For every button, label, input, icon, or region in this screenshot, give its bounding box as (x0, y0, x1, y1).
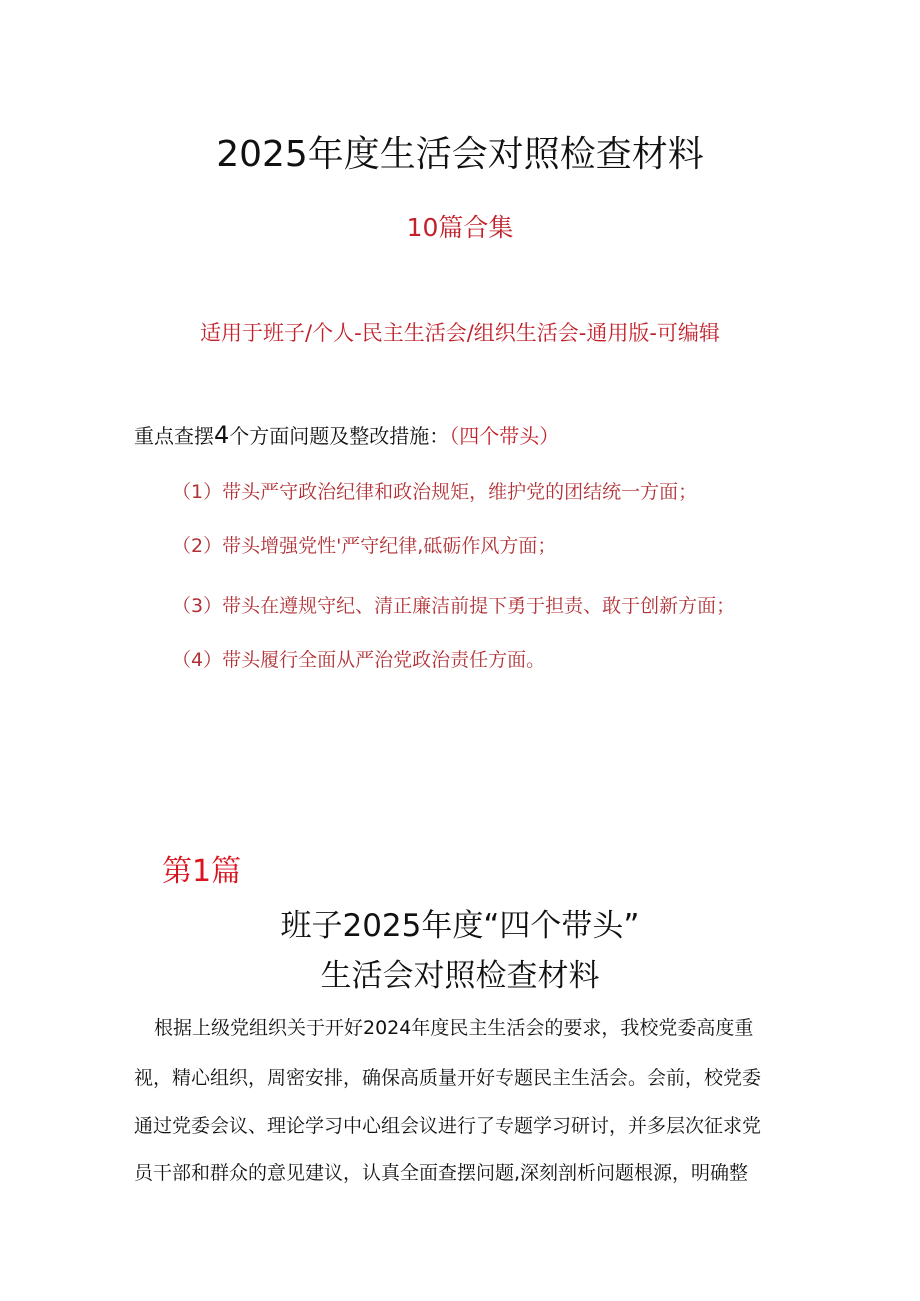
focus-heading-mid: 个方面问题及整改措施： (229, 424, 450, 448)
sub-title: 10篇合集 (406, 213, 514, 242)
focus-heading-highlight: （四个带头） (449, 424, 560, 448)
focus-item: （4）带头履行全面从严治党政治责任方面。 (172, 649, 546, 671)
focus-item: （1）带头严守政治纪律和政治规矩，维护党的团结统一方面； (172, 481, 698, 503)
focus-heading-prefix: 重点查摆 (134, 424, 214, 448)
focus-item: （2）带头增强党性'严守纪律,砥砺作风方面； (172, 535, 557, 557)
focus-heading (134, 418, 559, 453)
part-label: 第1篇 (162, 854, 242, 889)
scope-line: 适用于班子/个人-民主生活会/组织生活会-通用版-可编辑 (200, 321, 720, 345)
main-title: 2025年度生活会对照检查材料 (216, 134, 704, 175)
body-line: 员干部和群众的意见建议，认真全面查摆问题,深刻剖析问题根源，明确整 (134, 1162, 749, 1184)
focus-heading-number: 4 (214, 421, 230, 449)
part-title-line2: 生活会对照检查材料 (320, 958, 600, 994)
body-line: 视，精心组织，周密安排，确保高质量开好专题民主生活会。会前，校党委 (134, 1067, 762, 1089)
part-title-line1: 班子2025年度“四个带头” (280, 908, 640, 944)
body-line: 通过党委会议、理论学习中心组会议进行了专题学习研讨，并多层次征求党 (134, 1115, 762, 1137)
body-line: 根据上级党组织关于开好2024年度民主生活会的要求，我校党委高度重 (154, 1017, 754, 1039)
focus-item: （3）带头在遵规守纪、清正廉洁前提下勇于担责、敢于创新方面； (172, 595, 736, 617)
